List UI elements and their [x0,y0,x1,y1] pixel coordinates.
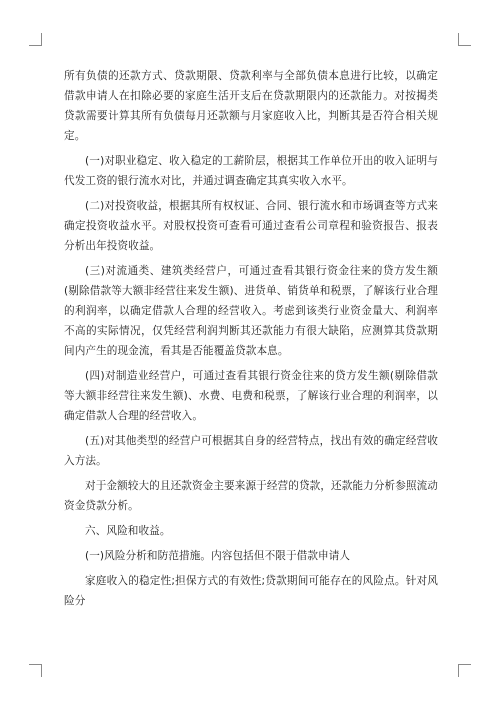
paragraph-5: (四)对制造业经营户，可通过查看其银行资金往来的贷方发生额(剔除借款等大额非经营往来发生额)、水费、电费和税票，了解该行业合理的利润率，以确定借款人合理的经营收入。 [64,370,438,422]
crop-mark-bottom-left [29,664,42,677]
section-heading: 六、风险和收益。 [85,525,171,537]
paragraph-10: 家庭收入的稳定性;担保方式的有效性;贷款期间可能存在的风险点。针对风险分 [64,575,438,607]
paragraph-9: (一)风险分析和防范措施。内容包括但不限于借款申请人 [85,550,351,562]
document-body [64,66,438,616]
crop-mark-bottom-right [458,664,471,677]
crop-mark-top-right [458,33,471,46]
paragraph-6: (五)对其他类型的经营户可根据其自身的经营特点，找出有效的确定经营收入方法。 [64,435,438,467]
paragraph-1: 所有负债的还款方式、贷款期限、贷款利率与全部负债本息进行比较，以确定借款申请人在扣除必要的家庭生活开支后在贷款期限内的还款能力。对按揭类贷款需要计算其所有负债每月还款额与月家庭收入比，判断其是否符合相关规定。 [64,70,438,142]
paragraph-7: 对于金额较大的且还款资金主要来源于经营的贷款，还款能力分析参照流动资金贷款分析。 [64,480,438,512]
paragraph-4: (三)对流通类、建筑类经营户，可通过查看其银行资金往来的贷方发生额(剔除借款等大额非经营往来发生额)、进货单、销货单和税票，了解该行业合理的利润率，以确定借款人合理的经营收入。考虑到该类行业资金量大、利润率不高的实际情况，仅凭经营利润判断其还款能力有很大缺陷，应测算其贷款期间内产生的现金流，看其是否能覆盖贷款本息。 [64,265,438,357]
paragraph-3: (二)对投资收益，根据其所有权权证、合同、银行流水和市场调查等方式来确定投资收益水平。对股权投资可查看可通过查看公司章程和验资报告、报表分析出年投资收益。 [64,200,438,252]
crop-mark-top-left [29,33,42,46]
paragraph-2: (一)对职业稳定、收入稳定的工薪阶层，根据其工作单位开出的收入证明与代发工资的银行流水对比，并通过调查确定其真实收入水平。 [64,155,438,187]
